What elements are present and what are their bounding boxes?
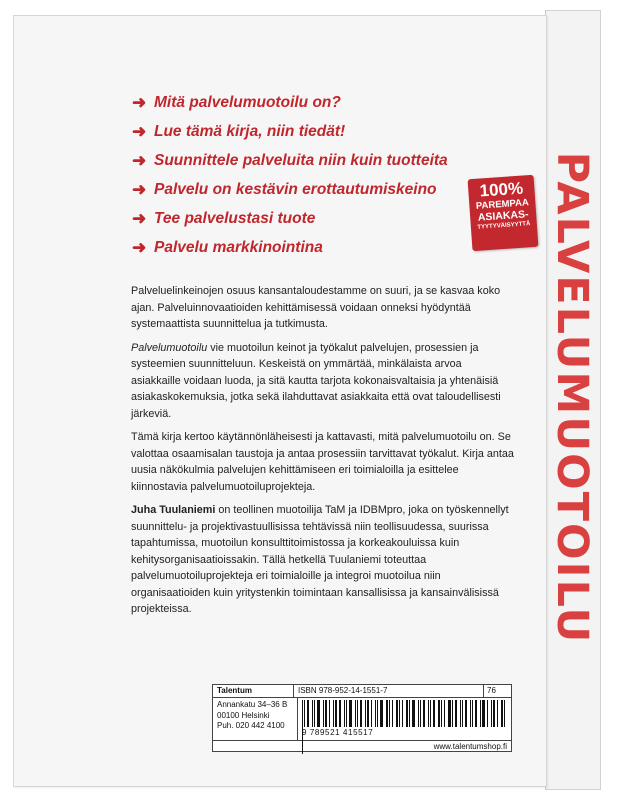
blurb-paragraph: Palveluelinkeinojen osuus kansantaloudestamme on suuri, ja se kasvaa koko ajan. Palveluinnovaatioiden kehittämisessä voidaan onneksi hyödyntää systemaattista suunnittelua ja tutkimusta. [131,285,501,330]
badge-line: PAREMPAA [475,197,530,212]
bullet-text: Palvelu on kestävin erottautumiskeino [154,180,437,198]
barcode-bar [357,700,358,727]
barcode-bar [314,700,315,727]
barcode-bar [462,700,463,727]
barcode-bar [487,700,488,727]
bullet-text: Mitä palvelumuotoilu on? [154,93,341,111]
bullet-item [132,88,448,117]
barcode [298,698,511,740]
barcode-bar [367,700,369,727]
barcode-bar [441,700,442,727]
barcode-bar [360,700,362,727]
barcode-bar [448,700,451,727]
barcode-bars [302,700,507,727]
author-name: Juha Tuulaniemi [131,504,216,516]
barcode-bar [491,700,492,727]
barcode-bar [412,700,415,727]
publisher-header [213,685,511,698]
barcode-bar [399,700,400,727]
class-code: 76 [487,686,496,695]
publisher-url: www.talentumshop.fi [213,740,511,753]
arrow-right-icon: ➜ [132,179,147,199]
barcode-bar [482,700,485,727]
author-bio [131,502,514,618]
barcode-bar [438,700,440,727]
barcode-bar [423,700,425,727]
satisfaction-badge [468,175,539,251]
address-line: Puh. 020 442 4100 [217,721,285,730]
barcode-bar [396,700,398,727]
barcode-bar [460,700,461,727]
badge-percent: 100% [479,178,524,201]
publisher-address [213,698,298,740]
barcode-bar [392,700,393,727]
address-line: 00100 Helsinki [217,710,270,720]
isbn: ISBN 978-952-14-1551-7 [294,685,484,697]
bullet-item [132,117,448,146]
blurb [131,283,514,625]
barcode-bar [475,700,477,727]
emphasis: Palvelumuotoilu [131,341,208,354]
address-line: Annankatu 34–36 B [217,700,288,709]
badge-line: ASIAKAS- [477,208,529,224]
arrow-right-icon: ➜ [132,208,147,228]
barcode-bar [302,700,303,727]
barcode-bar [480,700,481,727]
bullet-item [132,146,448,175]
barcode-bar [402,700,403,727]
publisher-name: Talentum [213,685,294,697]
barcode-bar [497,700,498,727]
barcode-bar [339,700,341,727]
barcode-bar [333,700,334,727]
barcode-bar [371,700,372,727]
barcode-bar [406,700,408,727]
barcode-bar [386,700,388,727]
bullet-text: Suunnittele palveluita niin kuin tuotteita [154,151,448,169]
blurb-text: on teollinen muotoilija TaM ja IDBMpro, joka on työskennellyt suunnittelu- ja projektivastuullisissa tehtävissä niin teollisuudessa, suurissa tapahtumissa, muotoilun konsulttitoimistossa ja korkeakouluissa kuin kehitysorganisaatioissakin. Tällä hetkellä Tuulaniemi toteuttaa palvelumuotoiluprojekteja eri toimialoille ja integroi muotoilua niin organisaatioiden kuin yritystenkin toimintaan kansallisissa ja kansainvälisissä projekteissa. [131,504,509,615]
barcode-bar [452,700,453,727]
barcode-bar [304,700,305,727]
barcode-bar [409,700,410,727]
barcode-bar [317,700,320,727]
barcode-bar [329,700,330,727]
bullet-text: Lue tämä kirja, niin tiedät! [154,122,346,140]
bullet-item [132,175,448,204]
bullet-text: Tee palvelustasi tuote [154,209,316,227]
barcode-bar [323,700,324,727]
barcode-bar [504,700,505,727]
barcode-bar [349,700,352,727]
arrow-right-icon: ➜ [132,150,147,170]
barcode-bar [375,700,376,727]
spine-title: PALVELUMUOTOILU [547,151,597,645]
barcode-bar [465,700,467,727]
barcode-bar [389,700,390,727]
ean-number: 9 789521 415517 [302,728,374,737]
barcode-bar [346,700,347,727]
blurb-paragraph: Tämä kirja kertoo käytännönläheisesti ja kattavasti, mitä palvelumuotoilu on. Se valottaa osaamisalan taustoja ja antaa prosessiin tarvittavat työkalut. Kirja antaa uusia näkökulmia palvelujen kehittämiseen eri toimialoilla ja esittelee kiinnostavia palvelumuotoiluprojekteja. [131,431,514,493]
barcode-bar [312,700,313,727]
badge-line: TYYTYVÄISYYTTÄ [477,221,531,231]
barcode-bar [355,700,356,727]
bullet-item [132,233,448,262]
barcode-bar [344,700,345,727]
publisher-box [212,684,512,752]
barcode-bar [420,700,421,727]
barcode-bar [433,700,435,727]
arrow-right-icon: ➜ [132,237,147,257]
barcode-bar [472,700,473,727]
bullet-list [132,88,448,262]
barcode-bar [307,700,309,727]
barcode-bar [455,700,457,727]
blurb-text: vie muotoilun keinot ja työkalut palvelujen, prosessien ja systeemien suunnitteluun. Keskeistä on ymmärtää, minkälaista arvoa asiakkaille voidaan luoda, ja sitä kautta tarjota kokonaisvaltaisia ja yhtenäisiä asiakaskokemuksia, jotka sekä ilahduttavat asiakkaita että ovat taloudellisesti järkeviä. [131,341,501,420]
barcode-bar [501,700,503,727]
barcode-bar [428,700,429,727]
barcode-bar [418,700,419,727]
bullet-item [132,204,448,233]
barcode-bar [365,700,366,727]
arrow-right-icon: ➜ [132,121,147,141]
barcode-bar [470,700,471,727]
bullet-text: Palvelu markkinointina [154,238,323,256]
arrow-right-icon: ➜ [132,92,147,112]
barcode-bar [377,700,378,727]
barcode-bar [335,700,337,727]
barcode-bar [444,700,445,727]
barcode-bar [430,700,431,727]
barcode-bar [325,700,327,727]
blurb-paragraph [131,340,514,423]
barcode-bar [380,700,383,727]
barcode-bar [493,700,495,727]
publisher-details [213,698,511,740]
